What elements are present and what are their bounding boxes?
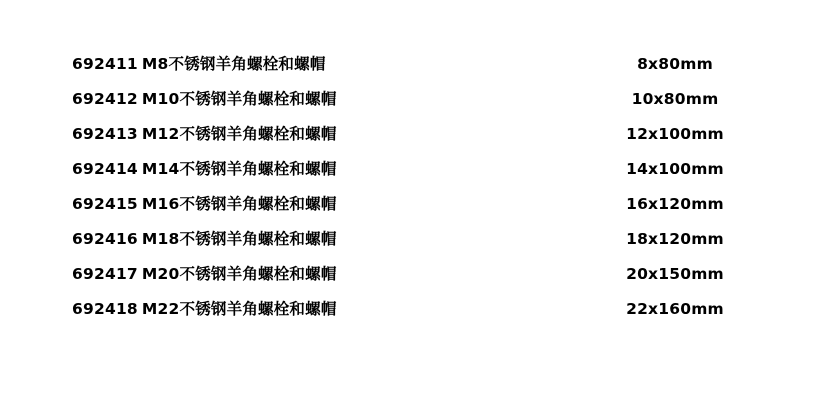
product-code: 692413 — [72, 125, 138, 143]
product-size-cell: 14x100mm — [626, 160, 724, 178]
product-description-cell — [0, 297, 520, 319]
product-code: 692414 — [72, 160, 138, 178]
product-name: M22不锈钢羊角螺栓和螺帽 — [141, 300, 337, 318]
product-size-cell: 12x100mm — [626, 125, 724, 143]
product-name: M8不锈钢羊角螺栓和螺帽 — [141, 55, 326, 73]
product-list — [0, 52, 830, 332]
product-description-cell — [0, 157, 520, 179]
table-row — [0, 52, 830, 87]
product-size-cell: 22x160mm — [626, 300, 724, 318]
product-size-cell: 18x120mm — [626, 230, 724, 248]
product-size-cell: 20x150mm — [626, 265, 724, 283]
table-row — [0, 192, 830, 227]
table-row — [0, 227, 830, 262]
product-code: 692415 — [72, 195, 138, 213]
product-description-cell — [0, 122, 520, 144]
table-row — [0, 122, 830, 157]
table-row — [0, 262, 830, 297]
product-code: 692411 — [72, 55, 138, 73]
product-description-cell — [0, 52, 520, 74]
product-code: 692412 — [72, 90, 138, 108]
product-code: 692418 — [72, 300, 138, 318]
product-name: M20不锈钢羊角螺栓和螺帽 — [141, 265, 337, 283]
product-description-cell — [0, 192, 520, 214]
table-row — [0, 157, 830, 192]
table-row — [0, 297, 830, 332]
product-description-cell — [0, 262, 520, 284]
product-name: M10不锈钢羊角螺栓和螺帽 — [141, 90, 337, 108]
table-row — [0, 87, 830, 122]
product-name: M12不锈钢羊角螺栓和螺帽 — [141, 125, 337, 143]
product-size-cell: 16x120mm — [626, 195, 724, 213]
product-code: 692417 — [72, 265, 138, 283]
product-code: 692416 — [72, 230, 138, 248]
product-name: M18不锈钢羊角螺栓和螺帽 — [141, 230, 337, 248]
product-size-cell: 8x80mm — [637, 55, 713, 73]
product-name: M14不锈钢羊角螺栓和螺帽 — [141, 160, 337, 178]
product-description-cell — [0, 227, 520, 249]
product-size-cell: 10x80mm — [631, 90, 719, 108]
product-name: M16不锈钢羊角螺栓和螺帽 — [141, 195, 337, 213]
product-description-cell — [0, 87, 520, 109]
